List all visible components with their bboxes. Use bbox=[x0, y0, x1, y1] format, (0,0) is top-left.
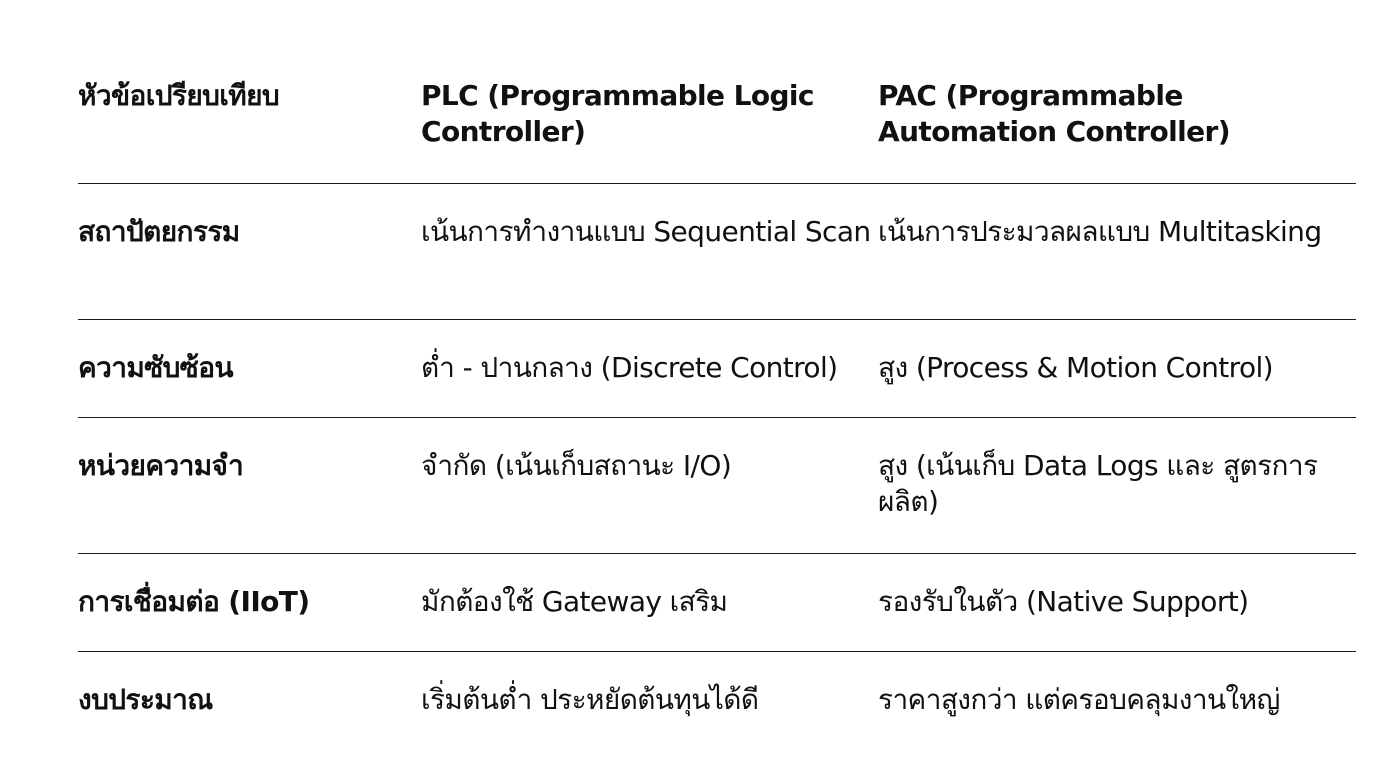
header-pac: PAC (Programmable Automation Controller) bbox=[878, 79, 1230, 148]
row-plc-value: เน้นการทำงานแบบ Sequential Scan bbox=[421, 215, 871, 248]
table-row bbox=[78, 554, 1356, 652]
row-topic: ความซับซ้อน bbox=[78, 351, 233, 384]
row-plc-value: มักต้องใช้ Gateway เสริม bbox=[421, 585, 728, 618]
comparison-table bbox=[78, 0, 1356, 762]
table-row bbox=[78, 418, 1356, 554]
row-pac-value: สูง (เน้นเก็บ Data Logs และ สูตรการผลิต) bbox=[878, 449, 1318, 518]
row-pac-value: เน้นการประมวลผลแบบ Multitasking bbox=[878, 215, 1322, 248]
header-topic: หัวข้อเปรียบเทียบ bbox=[78, 79, 280, 112]
row-topic: สถาปัตยกรรม bbox=[78, 215, 240, 248]
row-plc-value: เริ่มต้นต่ำ ประหยัดต้นทุนได้ดี bbox=[421, 683, 759, 716]
row-plc-value: จำกัด (เน้นเก็บสถานะ I/O) bbox=[421, 449, 732, 482]
row-topic: การเชื่อมต่อ (IIoT) bbox=[78, 585, 310, 618]
row-pac-value: รองรับในตัว (Native Support) bbox=[878, 585, 1249, 618]
row-pac-value: ราคาสูงกว่า แต่ครอบคลุมงานใหญ่ bbox=[878, 683, 1280, 716]
table-row bbox=[78, 320, 1356, 418]
row-topic: หน่วยความจำ bbox=[78, 449, 244, 482]
table-row bbox=[78, 184, 1356, 320]
row-pac-value: สูง (Process & Motion Control) bbox=[878, 351, 1273, 384]
table-header-row bbox=[78, 0, 1356, 184]
row-topic: งบประมาณ bbox=[78, 683, 213, 716]
header-plc: PLC (Programmable Logic Controller) bbox=[421, 79, 814, 148]
row-plc-value: ต่ำ - ปานกลาง (Discrete Control) bbox=[421, 351, 838, 384]
table-row bbox=[78, 652, 1356, 762]
